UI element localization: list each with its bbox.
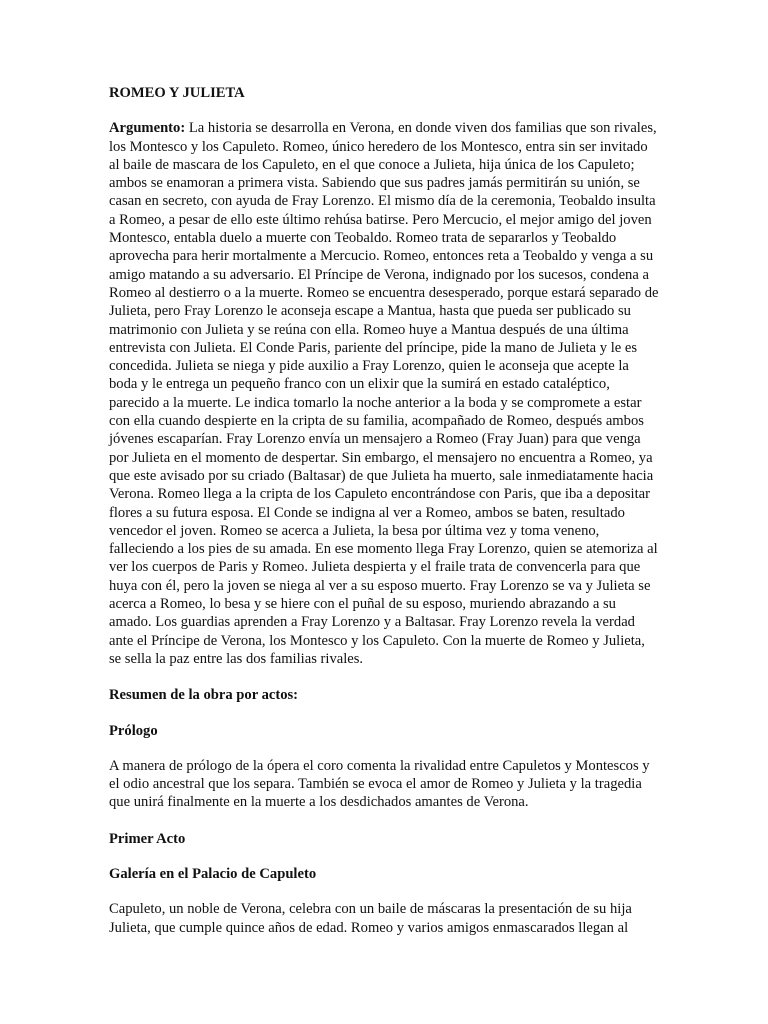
resumen-heading: Resumen de la obra por actos: xyxy=(109,687,299,704)
argumento-paragraph xyxy=(109,119,659,668)
primer-acto-heading: Primer Acto xyxy=(109,830,186,847)
prologo-paragraph: A manera de prólogo de la ópera el coro comenta la rivalidad entre Capuletos y Montescos y el odio ancestral que los separa. También se evoca el amor de Romeo y Julieta y la tragedia que unirá finalmente en la muerte a los desdichados amantes de Verona. xyxy=(109,757,650,811)
galeria-heading: Galería en el Palacio de Capuleto xyxy=(109,865,317,882)
argumento-label: Argumento: xyxy=(109,120,186,137)
argumento-text: La historia se desarrolla en Verona, en donde viven dos familias que son rivales, los Montesco y los Capuleto. Romeo, único heredero de los Montesco, entra sin ser invitado al baile de mascara de los Capuleto, en el que conoce a Julieta, hija única de los Capuleto; ambos se enamoran a primera vista. Sabiendo que sus padres jamás permitirán su unión, se casan en secreto, con ayuda de Fray Lorenzo. El mismo día de la ceremonia, Teobaldo insulta a Romeo, a pesar de ello este último rehúsa batirse. Pero Mercucio, el mejor amigo del joven Montesco, entabla duelo a muerte con Teobaldo. Romeo trata de separarlos y Teobaldo aprovecha para herir mortalmente a Mercucio. Romeo, entonces reta a Teobaldo y venga a su amigo matando a su adversario. El Príncipe de Verona, indignado por los sucesos, condena a Romeo al destierro o a la muerte. Romeo se encuentra desesperado, porque estará separado de Julieta, pero Fray Lorenzo le aconseja escape a Mantua, hasta que pueda ser publicado su matrimonio con Julieta y se reúna con ella. Romeo huye a Mantua después de una última entrevista con Julieta. El Conde Paris, pariente del príncipe, pide la mano de Julieta y le es concedida. Julieta se niega y pide auxilio a Fray Lorenzo, quien le aconseja que acepte la boda y le entrega un pequeño franco con un elixir que la sumirá en estado cataléptico, parecido a la muerte. Le indica tomarlo la noche anterior a la boda y se compromete a estar con ella cuando despierte en la cripta de su familia, acompañado de Romeo, después ambos jóvenes escaparían. Fray Lorenzo envía un mensajero a Romeo (Fray Juan) para que venga por Julieta en el momento de despertar. Sin embargo, el mensajero no encuentra a Romeo, ya que este avisado por su criado (Baltasar) de que Julieta ha muerto, sale inmediatamente hacia Verona. Romeo llega a la cripta de los Capuleto encontrándose con Paris, que iba a depositar flores a su futura esposa. El Conde se indigna al ver a Romeo, ambos se baten, resultado vencedor el joven. Romeo se acerca a Julieta, la besa por última vez y toma veneno, falleciendo a los pies de su amada. En ese momento llega Fray Lorenzo, quien se atemoriza al ver los cuerpos de Paris y Romeo. Julieta despierta y el fraile trata de convencerla para que huya con él, pero la joven se niega al ver a su esposo muerto. Fray Lorenzo se va y Julieta se acerca a Romeo, lo besa y se hiere con el puñal de su esposo, muriendo abrazando a su amado. Los guardias aprenden a Fray Lorenzo y a Baltasar. Fray Lorenzo revela la verdad ante el Príncipe de Verona, los Montesco y los Capuleto. Con la muerte de Romeo y Julieta, se sella la paz entre las dos familias rivales. xyxy=(109,120,659,667)
galeria-paragraph: Capuleto, un noble de Verona, celebra con un baile de máscaras la presentación de su hija Julieta, que cumple quince años de edad. Romeo y varios amigos enmascarados llegan al xyxy=(109,901,632,936)
document-body xyxy=(109,84,659,955)
prologo-heading: Prólogo xyxy=(109,722,158,739)
document-title: ROMEO Y JULIETA xyxy=(109,85,245,101)
